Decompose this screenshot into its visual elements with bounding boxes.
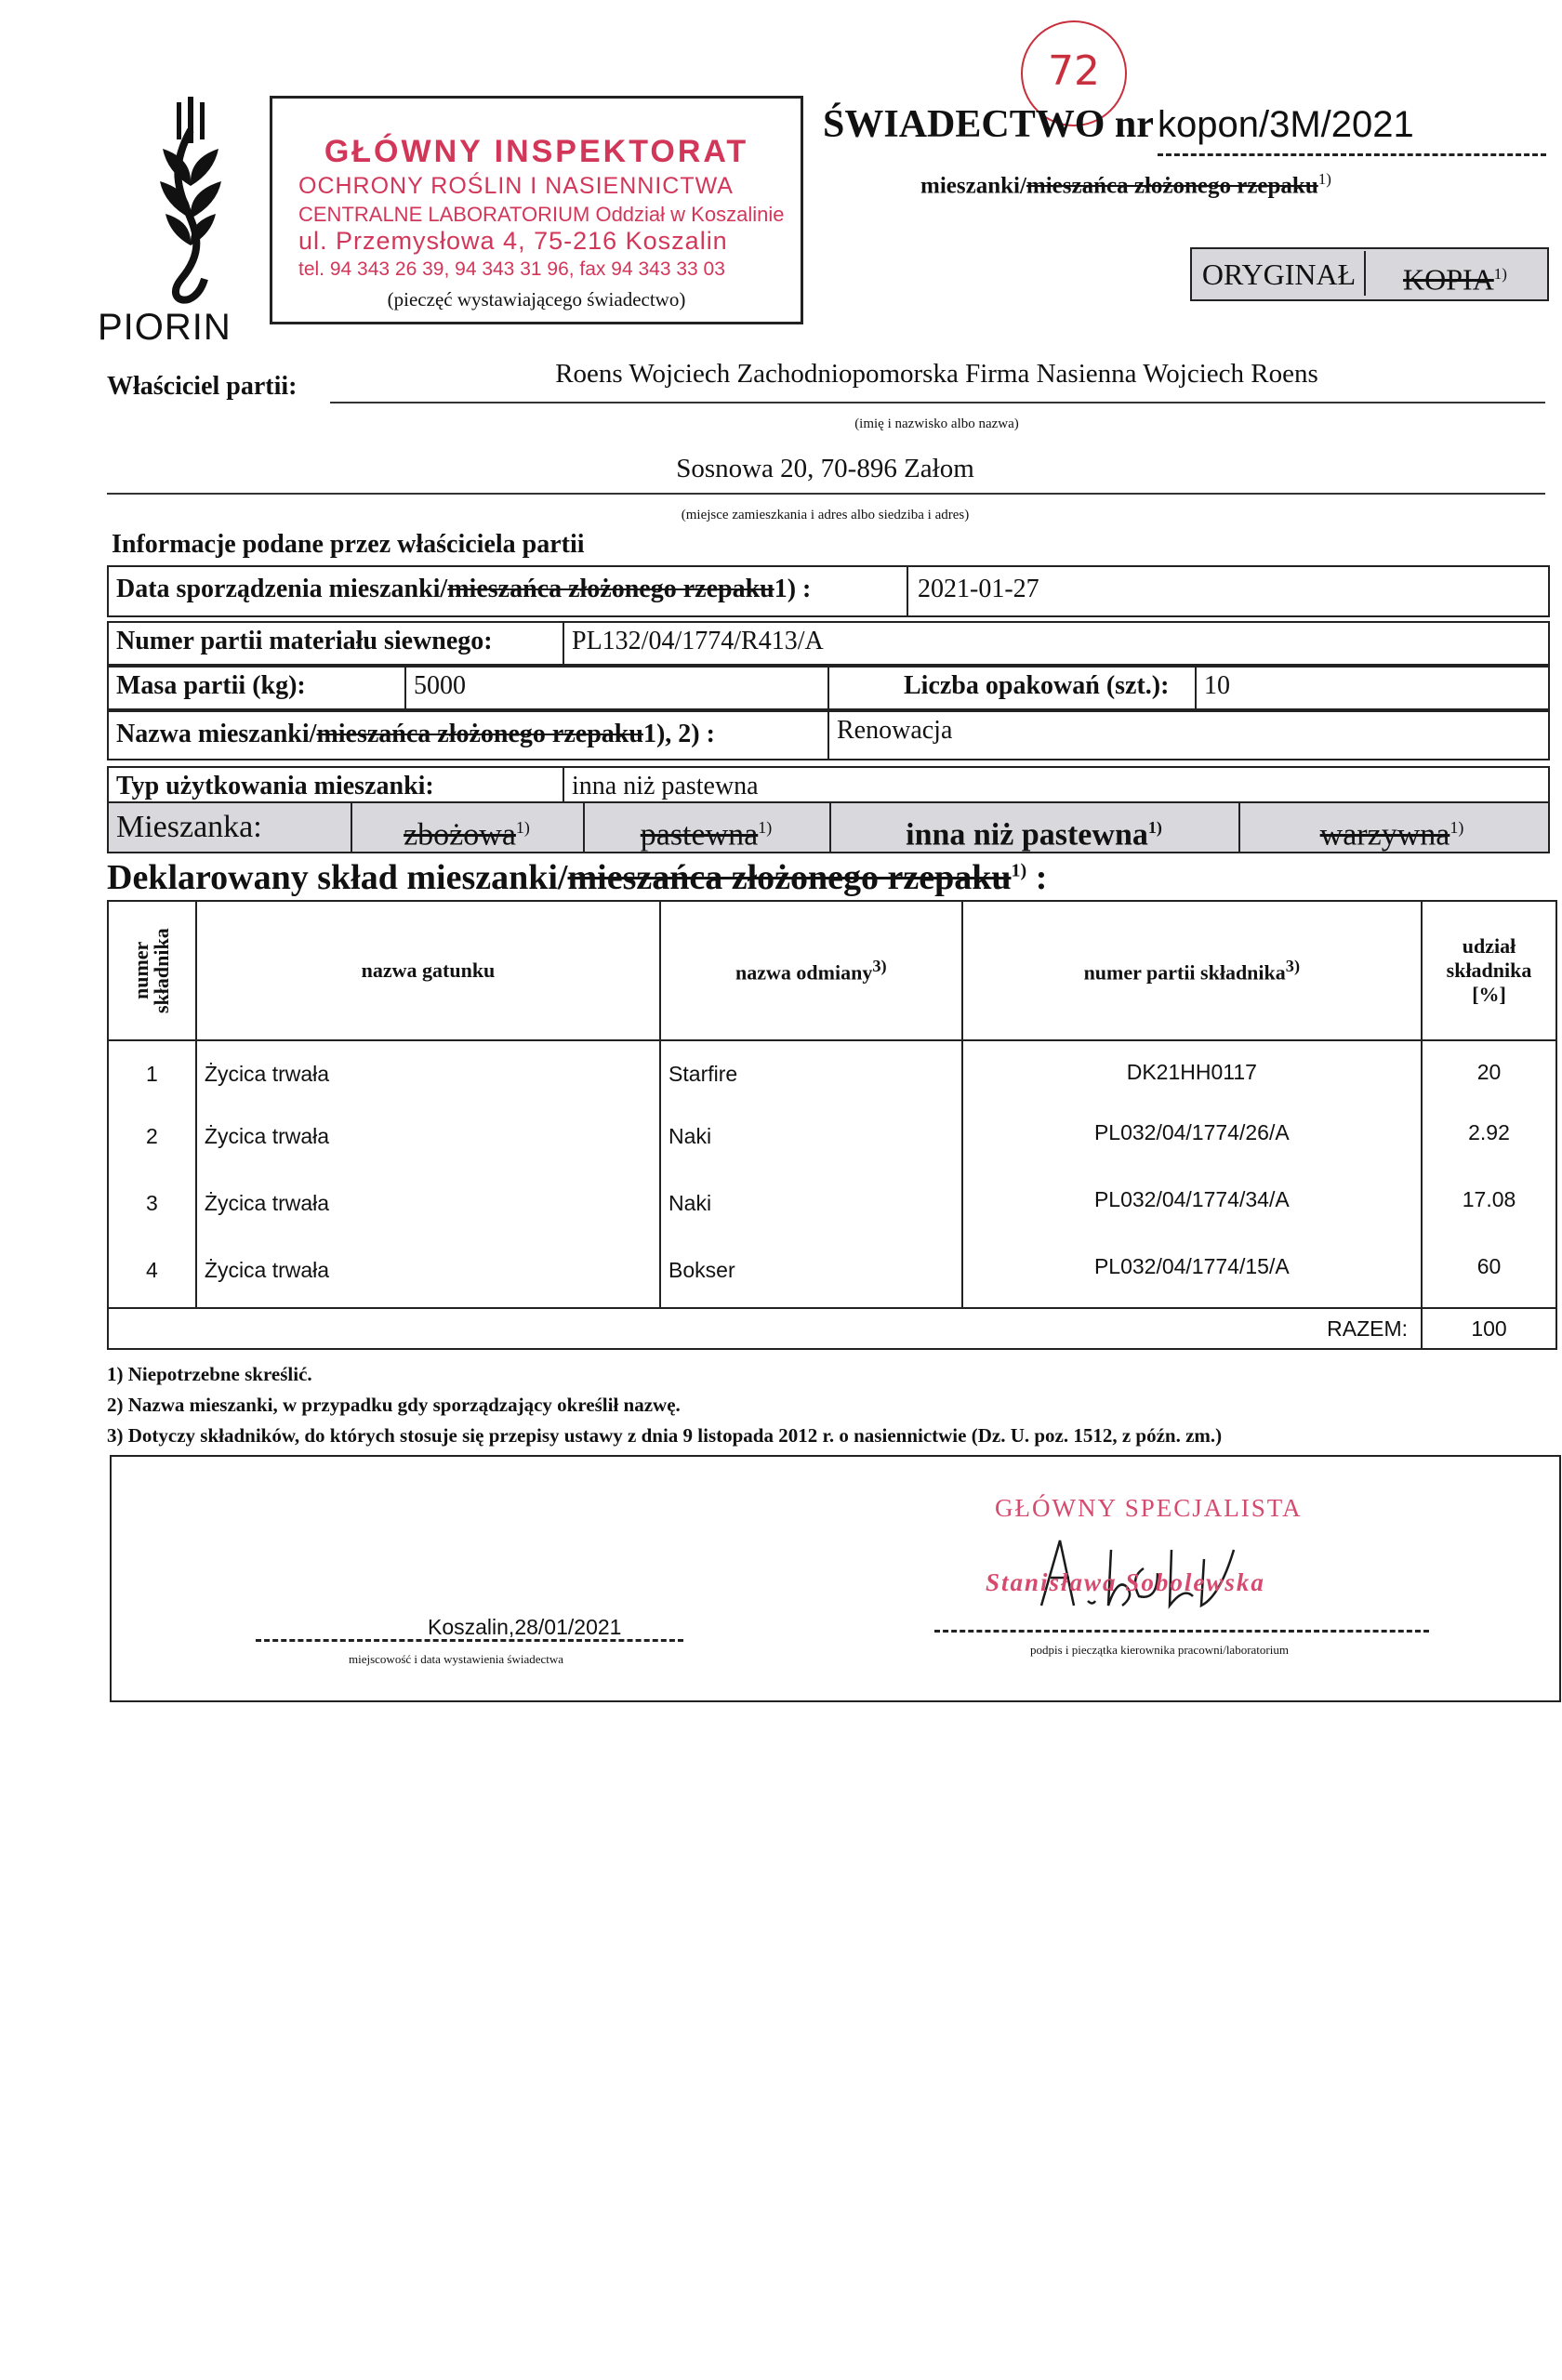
- footnotes: [107, 1359, 1222, 1451]
- specialist-stamp-title: GŁÓWNY SPECJALISTA: [995, 1494, 1303, 1522]
- col-lot-text: numer partii składnika: [1083, 960, 1286, 985]
- date-value: 2021-01-27: [918, 575, 1039, 603]
- mass-label: Masa partii (kg):: [116, 671, 306, 700]
- mix-kind-label: Mieszanka:: [116, 810, 262, 844]
- row-share: 60: [1422, 1241, 1556, 1308]
- col-variety-header: [660, 901, 962, 1040]
- footnote-1: 1) Niepotrzebne skreślić.: [107, 1363, 312, 1385]
- issuer-stamp: [270, 96, 803, 324]
- stamp-line-1: GŁÓWNY INSPEKTORAT: [324, 134, 749, 169]
- packs-value: 10: [1204, 671, 1230, 700]
- date-label-a: Data sporządzenia mieszanki/: [116, 575, 448, 603]
- mix-name-label-b: mieszańca złożonego rzepaku: [316, 720, 643, 748]
- row-lot: DK21HH0117: [962, 1040, 1422, 1107]
- lot-row: [107, 621, 1550, 666]
- col-number-text: numer składnika: [129, 928, 174, 1013]
- row-variety: Naki: [660, 1107, 962, 1174]
- row-share: 17.08: [1422, 1174, 1556, 1241]
- date-label-b: mieszańca złożonego rzepaku: [447, 575, 774, 603]
- signature-line: [934, 1630, 1429, 1633]
- declared-heading-c: :: [1026, 858, 1048, 897]
- info-heading: Informacje podane przez właściciela partii: [112, 530, 585, 559]
- row-species: Życica trwała: [196, 1174, 660, 1241]
- total-label: RAZEM:: [108, 1308, 1422, 1349]
- mix-name-row: [107, 710, 1550, 760]
- use-type-label: Typ użytkowania mieszanki:: [116, 772, 434, 800]
- owner-label: Właściciel partii:: [107, 372, 298, 401]
- mix-kind-vegetable-sup: 1): [1449, 818, 1464, 837]
- row-number: 2: [108, 1107, 196, 1174]
- composition-table: [107, 900, 1557, 1350]
- col-lot-header: [962, 901, 1422, 1040]
- lot-value: PL132/04/1774/R413/A: [572, 627, 824, 655]
- place-date-caption: miejscowość i data wystawienia świadectwa: [349, 1652, 564, 1666]
- declared-heading: [107, 857, 1047, 898]
- mix-kind-cereal: [351, 803, 583, 852]
- mix-name-label-c: 1), 2) :: [642, 720, 715, 748]
- row-number: 4: [108, 1241, 196, 1308]
- row-lot: PL032/04/1774/26/A: [962, 1107, 1422, 1174]
- col-lot-sup: 3): [1285, 956, 1301, 975]
- row-species: Życica trwała: [196, 1107, 660, 1174]
- mix-kind-cereal-sup: 1): [515, 818, 530, 837]
- row-variety: Bokser: [660, 1241, 962, 1308]
- certificate-title: ŚWIADECTWO nr: [823, 103, 1154, 146]
- total-row: [108, 1308, 1556, 1349]
- mix-name-value: Renowacja: [837, 716, 953, 745]
- subtitle-footnote: 1): [1317, 170, 1331, 188]
- logo-text: PIORIN: [98, 307, 232, 348]
- signature-box: [110, 1455, 1561, 1702]
- packs-label: Liczba opakowań (szt.):: [904, 671, 1170, 700]
- subtitle-normal: mieszanki/: [920, 173, 1026, 199]
- mix-name-label-a: Nazwa mieszanki/: [116, 720, 317, 748]
- stamp-line-3: CENTRALNE LABORATORIUM Oddział w Koszalinie: [298, 203, 785, 226]
- declared-heading-a: Deklarowany skład mieszanki/: [107, 858, 568, 897]
- specialist-stamp-name: Stanisława Sobolewska: [986, 1568, 1265, 1596]
- stamp-line-5: tel. 94 343 26 39, 94 343 31 96, fax 94 343 33 03: [298, 258, 725, 280]
- date-label: [116, 575, 811, 604]
- stamp-caption: (pieczęć wystawiającego świadectwo): [387, 288, 686, 311]
- lot-label: Numer partii materiału siewnego:: [116, 627, 493, 655]
- place-date-line: [256, 1639, 683, 1642]
- mix-kind-other-sup: 1): [1147, 818, 1162, 837]
- row-lot: PL032/04/1774/15/A: [962, 1241, 1422, 1308]
- subtitle-struck: mieszańca złożonego rzepaku: [1026, 173, 1318, 199]
- mix-kind-vegetable-text: warzywna: [1319, 817, 1450, 853]
- number-underline: [1158, 153, 1546, 156]
- use-type-value: inna niż pastewna: [572, 772, 759, 800]
- mix-kind-fodder-sup: 1): [758, 818, 773, 837]
- place-date: Koszalin,28/01/2021: [428, 1615, 622, 1639]
- stamp-line-2: OCHRONY ROŚLIN I NASIENNICTWA: [298, 173, 734, 199]
- col-variety-sup: 3): [872, 956, 887, 975]
- owner-address-caption: (miejsce zamieszkania i adres albo siedziba i adres): [681, 508, 970, 522]
- row-variety: Starfire: [660, 1040, 962, 1107]
- copy-footnote: 1): [1493, 265, 1507, 283]
- mass-value: 5000: [414, 671, 466, 700]
- col-species-header: nazwa gatunku: [196, 901, 660, 1040]
- mix-kind-other-text: inna niż pastewna: [906, 817, 1148, 853]
- footnote-3: 3) Dotyczy składników, do których stosuje się przepisy ustawy z dnia 9 listopada 2012 r. o nasiennictwie (Dz. U. poz. 1512, z późn. zm.): [107, 1424, 1223, 1447]
- certificate-subtitle: [920, 170, 1331, 199]
- row-share: 2.92: [1422, 1107, 1556, 1174]
- copy-text: KOPIA: [1403, 262, 1494, 297]
- row-variety: Naki: [660, 1174, 962, 1241]
- row-number: 1: [108, 1040, 196, 1107]
- table-row: [108, 1040, 1556, 1107]
- mix-kind-vegetable: [1238, 803, 1545, 852]
- owner-line: [330, 402, 1545, 403]
- handwritten-number: 72: [1021, 20, 1127, 126]
- row-species: Życica trwała: [196, 1040, 660, 1107]
- total-value: 100: [1422, 1308, 1556, 1349]
- date-label-c: 1) :: [774, 575, 812, 603]
- row-number: 3: [108, 1174, 196, 1241]
- date-row: [107, 565, 1550, 617]
- col-number-header: [108, 901, 196, 1040]
- table-row: [108, 1241, 1556, 1308]
- row-lot: PL032/04/1774/34/A: [962, 1174, 1422, 1241]
- mix-kind-fodder: [583, 803, 829, 852]
- original-label: ORYGINAŁ: [1194, 251, 1366, 296]
- row-species: Życica trwała: [196, 1241, 660, 1308]
- signature-caption: podpis i pieczątka kierownika pracowni/laboratorium: [1030, 1643, 1289, 1657]
- table-row: [108, 1107, 1556, 1174]
- wheat-caduceus-icon: [139, 93, 242, 316]
- stamp-line-4: ul. Przemysłowa 4, 75-216 Koszalin: [298, 227, 728, 255]
- col-variety-text: nazwa odmiany: [735, 960, 873, 985]
- table-row: [108, 1174, 1556, 1241]
- mix-kind-other: [829, 803, 1238, 852]
- mix-name-label: [116, 720, 715, 749]
- declared-heading-b: mieszańca złożonego rzepaku: [567, 858, 1012, 897]
- certificate-number: kopon/3M/2021: [1158, 104, 1414, 145]
- footnote-2: 2) Nazwa mieszanki, w przypadku gdy sporządzający określił nazwę.: [107, 1394, 681, 1416]
- address-line: [107, 493, 1545, 495]
- mix-kind-fodder-text: pastewna: [640, 817, 759, 853]
- mass-row: [107, 666, 1550, 710]
- mix-kind-cereal-text: zbożowa: [404, 817, 516, 853]
- col-share-header: udział składnika [%]: [1422, 901, 1556, 1040]
- owner-name: Roens Wojciech Zachodniopomorska Firma Nasienna Wojciech Roens: [555, 359, 1318, 389]
- original-copy-box: [1190, 247, 1549, 301]
- owner-address: Sosnowa 20, 70-896 Załom: [676, 454, 974, 483]
- mix-kind-row: [107, 801, 1550, 853]
- row-share: 20: [1422, 1040, 1556, 1107]
- owner-name-caption: (imię i nazwisko albo nazwa): [854, 416, 1019, 431]
- copy-label: [1367, 251, 1543, 296]
- declared-heading-sup: 1): [1011, 860, 1027, 881]
